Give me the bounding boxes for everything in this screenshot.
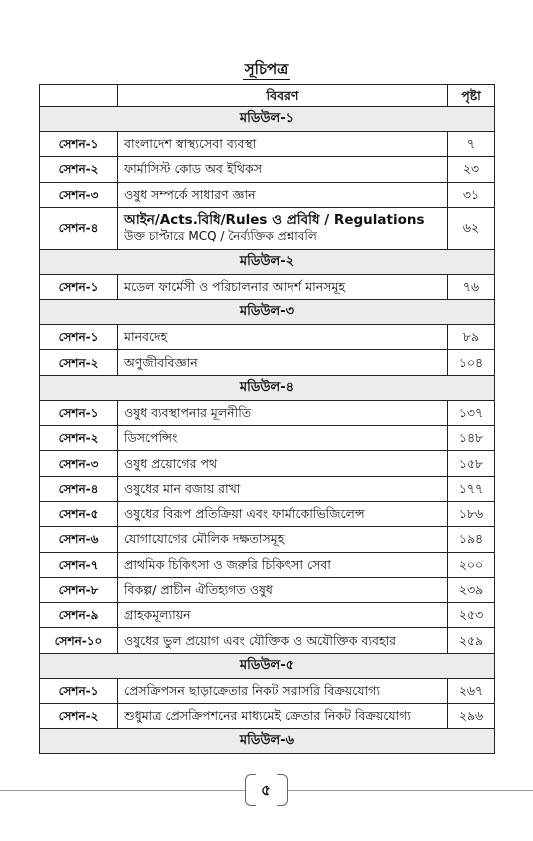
footer-rule-right xyxy=(287,790,533,791)
session-label: সেশন-১ xyxy=(40,400,118,425)
session-description: শুধুমাত্র প্রেসক্রিপশনের মাধ্যমেই ক্রেতার নিকট বিক্রয়যোগ্য xyxy=(118,704,448,729)
session-row xyxy=(40,603,495,628)
session-label: সেশন-৫ xyxy=(40,501,118,526)
session-description: অণুজীববিজ্ঞান xyxy=(118,350,448,375)
session-row xyxy=(40,157,495,182)
table-header xyxy=(40,85,495,107)
module-heading-row xyxy=(40,249,495,274)
session-label: সেশন-১ xyxy=(40,274,118,299)
table-of-contents xyxy=(39,84,495,754)
session-label: সেশন-২ xyxy=(40,350,118,375)
session-page-number: ২৩৯ xyxy=(448,577,495,602)
module-heading-row xyxy=(40,375,495,400)
session-page-number: ২৫৯ xyxy=(448,628,495,653)
page-title: সূচিপত্র xyxy=(244,60,289,78)
module-heading-row xyxy=(40,653,495,678)
session-page-number: ১৩৭ xyxy=(448,400,495,425)
session-description: বিকল্প/ প্রাচীন ঐতিহ্যগত ওষুধ xyxy=(118,577,448,602)
session-description: গ্রাহকমূল্যায়ন xyxy=(118,603,448,628)
session-label: সেশন-৯ xyxy=(40,603,118,628)
session-label: সেশন-২ xyxy=(40,704,118,729)
module-heading: মডিউল-৬ xyxy=(40,729,495,754)
session-description: বাংলাদেশ স্বাস্থ্যসেবা ব্যবস্থা xyxy=(118,132,448,157)
header-session xyxy=(40,85,118,107)
session-page-number: ২৫৩ xyxy=(448,603,495,628)
session-description: ওষুধের ভুল প্রয়োগ এবং যৌক্তিক ও অযৌক্তিক ব্যবহার xyxy=(118,628,448,653)
session-page-number: ১৪৮ xyxy=(448,426,495,451)
session-page-number: ১৯৪ xyxy=(448,527,495,552)
session-page-number: ৭ xyxy=(448,132,495,157)
session-description: প্রাথমিক চিকিৎসা ও জরুরি চিকিৎসা সেবা xyxy=(118,552,448,577)
session-row xyxy=(40,628,495,653)
footer-rule-left xyxy=(0,790,245,791)
session-label: সেশন-২ xyxy=(40,157,118,182)
session-description: ফার্মাসিস্ট কোড অব ইথিকস xyxy=(118,157,448,182)
session-description: ওষুধের মান বজায় রাখা xyxy=(118,476,448,501)
session-description: ডিসপেন্সিং xyxy=(118,426,448,451)
session-label: সেশন-২ xyxy=(40,426,118,451)
session-description: প্রেসক্রিপসন ছাড়াক্রেতার নিকট সরাসরি বিক্রয়যোগ্য xyxy=(118,678,448,703)
session-row xyxy=(40,704,495,729)
session-page-number: ৮৯ xyxy=(448,325,495,350)
session-page-number: ২৩ xyxy=(448,157,495,182)
session-description: মানবদেহ xyxy=(118,325,448,350)
module-heading-row xyxy=(40,107,495,132)
session-label: সেশন-৪ xyxy=(40,476,118,501)
session-page-number: ১৮৬ xyxy=(448,501,495,526)
header-description: বিবরণ xyxy=(118,85,448,107)
session-page-number: ৬২ xyxy=(448,207,495,249)
session-row xyxy=(40,426,495,451)
session-page-number: ২৬৭ xyxy=(448,678,495,703)
session-description: ওষুধ সম্পর্কে সাধারণ জ্ঞান xyxy=(118,182,448,207)
session-label: সেশন-৬ xyxy=(40,527,118,552)
session-row xyxy=(40,451,495,476)
session-label: সেশন-১ xyxy=(40,325,118,350)
session-description-line1: আইন/Acts.বিধি/Rules ও প্রবিধি / Regulations xyxy=(124,212,425,229)
session-page-number: ৭৬ xyxy=(448,274,495,299)
session-row xyxy=(40,400,495,425)
session-page-number: ১৭৭ xyxy=(448,476,495,501)
header-page: পৃষ্টা xyxy=(448,85,495,107)
session-description: ওষুধ ব্যবস্থাপনার মূলনীতি xyxy=(118,400,448,425)
session-row xyxy=(40,476,495,501)
session-description xyxy=(118,207,448,249)
module-heading: মডিউল-৪ xyxy=(40,375,495,400)
module-heading: মডিউল-৫ xyxy=(40,653,495,678)
session-label: সেশন-১ xyxy=(40,132,118,157)
session-row xyxy=(40,132,495,157)
session-row xyxy=(40,577,495,602)
session-page-number: ২৯৬ xyxy=(448,704,495,729)
module-heading: মডিউল-২ xyxy=(40,249,495,274)
session-row xyxy=(40,182,495,207)
session-row xyxy=(40,678,495,703)
session-description: ওষুধের বিরূপ প্রতিক্রিয়া এবং ফার্মাকোভিজিলেন্স xyxy=(118,501,448,526)
session-row xyxy=(40,527,495,552)
session-label: সেশন-৪ xyxy=(40,207,118,249)
page-number: ৫ xyxy=(261,781,271,799)
session-row xyxy=(40,207,495,249)
session-page-number: ২০০ xyxy=(448,552,495,577)
session-label: সেশন-৩ xyxy=(40,182,118,207)
session-label: সেশন-৩ xyxy=(40,451,118,476)
module-heading: মডিউল-১ xyxy=(40,107,495,132)
session-page-number: ৩১ xyxy=(448,182,495,207)
session-row xyxy=(40,552,495,577)
session-label: সেশন-৮ xyxy=(40,577,118,602)
module-heading-row xyxy=(40,300,495,325)
session-row xyxy=(40,350,495,375)
session-label: সেশন-১ xyxy=(40,678,118,703)
session-row xyxy=(40,274,495,299)
session-label: সেশন-৭ xyxy=(40,552,118,577)
session-description: ওষুধ প্রয়োগের পথ xyxy=(118,451,448,476)
module-heading: মডিউল-৩ xyxy=(40,300,495,325)
session-page-number: ১৫৮ xyxy=(448,451,495,476)
session-page-number: ১০৪ xyxy=(448,350,495,375)
session-row xyxy=(40,501,495,526)
session-description-line2: উক্ত চাপ্টারে MCQ / নৈর্ব্যক্তিক প্রশ্নাবলি xyxy=(124,229,317,244)
session-description: মডেল ফার্মেসী ও পরিচালনার আদর্শ মানসমূহ xyxy=(118,274,448,299)
module-heading-row xyxy=(40,729,495,754)
session-label: সেশন-১০ xyxy=(40,628,118,653)
session-row xyxy=(40,325,495,350)
session-description: যোগাযোগের মৌলিক দক্ষতাসমূহ xyxy=(118,527,448,552)
